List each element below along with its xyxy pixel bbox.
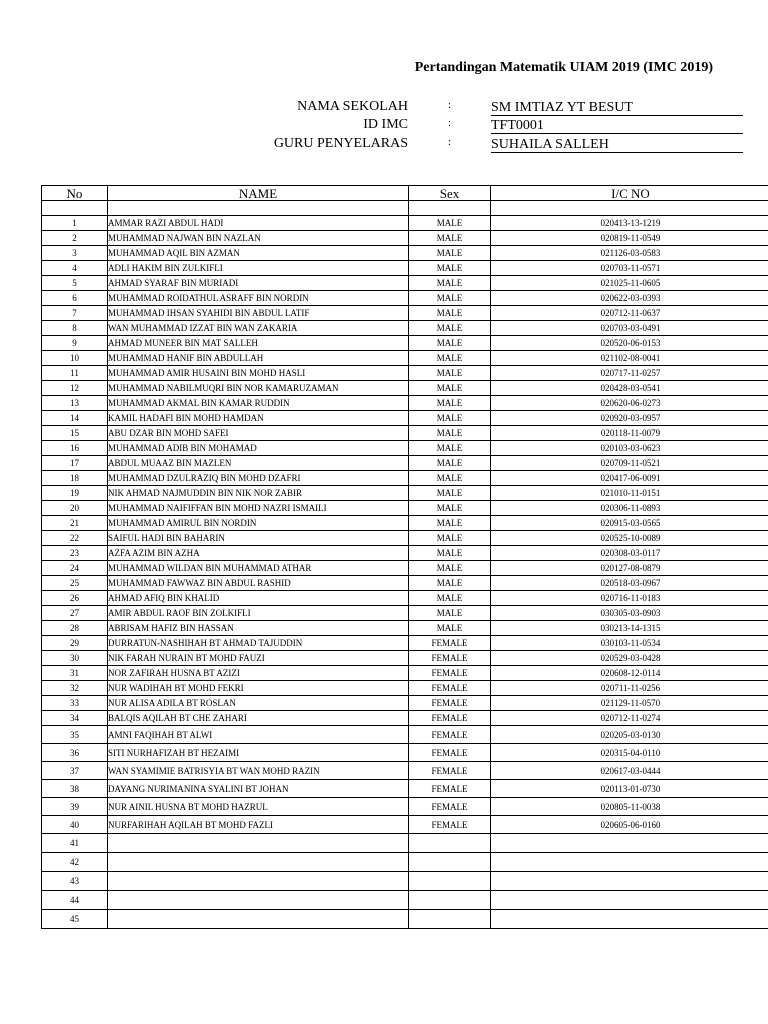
row-name: MUHAMMAD ROIDATHUL ASRAFF BIN NORDIN	[108, 291, 409, 306]
row-ic: 020915-03-0565	[491, 516, 768, 531]
row-number: 40	[42, 816, 108, 834]
row-sex: MALE	[409, 216, 491, 231]
row-number: 19	[42, 486, 108, 501]
row-number: 5	[42, 276, 108, 291]
table-row	[42, 762, 768, 780]
row-ic: 020520-06-0153	[491, 336, 768, 351]
row-number: 35	[42, 726, 108, 744]
row-ic: 020205-03-0130	[491, 726, 768, 744]
row-ic: 020717-11-0257	[491, 366, 768, 381]
row-name: ABRISAM HAFIZ BIN HASSAN	[108, 621, 409, 636]
row-name: WAN MUHAMMAD IZZAT BIN WAN ZAKARIA	[108, 321, 409, 336]
row-ic: 020712-11-0274	[491, 711, 768, 726]
table-row	[42, 411, 768, 426]
row-sex	[409, 872, 491, 891]
row-name: MUHAMMAD NAIFIFFAN BIN MOHD NAZRI ISMAILI	[108, 501, 409, 516]
row-number: 20	[42, 501, 108, 516]
header-no: No	[42, 186, 108, 201]
row-ic	[491, 834, 768, 853]
row-sex: FEMALE	[409, 744, 491, 762]
row-sex: MALE	[409, 456, 491, 471]
row-sex: MALE	[409, 501, 491, 516]
row-sex: MALE	[409, 351, 491, 366]
row-sex: MALE	[409, 426, 491, 441]
row-sex: FEMALE	[409, 780, 491, 798]
row-name: WAN SYAMIMIE BATRISYIA BT WAN MOHD RAZIN	[108, 762, 409, 780]
row-ic: 020308-03-0117	[491, 546, 768, 561]
table-row	[42, 501, 768, 516]
row-name: MUHAMMAD AMIRUL BIN NORDIN	[108, 516, 409, 531]
table-spacer-row	[42, 201, 768, 216]
table-row	[42, 276, 768, 291]
row-sex: MALE	[409, 531, 491, 546]
row-ic: 020709-11-0521	[491, 456, 768, 471]
row-number: 11	[42, 366, 108, 381]
row-name: AMNI FAQIHAH BT ALWI	[108, 726, 409, 744]
row-sex: MALE	[409, 291, 491, 306]
row-number: 10	[42, 351, 108, 366]
row-ic	[491, 891, 768, 910]
row-name: AMMAR RAZI ABDUL HADI	[108, 216, 409, 231]
row-name: BALQIS AQILAH BT CHE ZAHARI	[108, 711, 409, 726]
row-name: KAMIL HADAFI BIN MOHD HAMDAN	[108, 411, 409, 426]
row-ic: 020805-11-0038	[491, 798, 768, 816]
row-name: NOR ZAFIRAH HUSNA BT AZIZI	[108, 666, 409, 681]
id-value: TFT0001	[491, 117, 743, 134]
row-sex: FEMALE	[409, 696, 491, 711]
row-number: 32	[42, 681, 108, 696]
row-ic	[491, 872, 768, 891]
row-name: DAYANG NURIMANINA SYALINI BT JOHAN	[108, 780, 409, 798]
table-row	[42, 872, 768, 891]
row-sex	[409, 891, 491, 910]
row-number: 2	[42, 231, 108, 246]
row-ic: 020113-01-0730	[491, 780, 768, 798]
row-number: 9	[42, 336, 108, 351]
table-row	[42, 591, 768, 606]
row-ic: 021129-11-0570	[491, 696, 768, 711]
row-sex: MALE	[409, 336, 491, 351]
row-ic: 020127-08-0879	[491, 561, 768, 576]
row-number: 14	[42, 411, 108, 426]
table-row	[42, 456, 768, 471]
table-row	[42, 798, 768, 816]
row-ic: 020712-11-0637	[491, 306, 768, 321]
row-number: 1	[42, 216, 108, 231]
row-number: 33	[42, 696, 108, 711]
row-sex: MALE	[409, 276, 491, 291]
row-sex: MALE	[409, 591, 491, 606]
row-sex: MALE	[409, 321, 491, 336]
row-number: 34	[42, 711, 108, 726]
row-sex: MALE	[409, 411, 491, 426]
row-name: NUR WADIHAH BT MOHD FEKRI	[108, 681, 409, 696]
table-row	[42, 621, 768, 636]
row-number: 39	[42, 798, 108, 816]
school-label: NAMA SEKOLAH	[297, 99, 408, 114]
row-number: 17	[42, 456, 108, 471]
row-number: 7	[42, 306, 108, 321]
row-sex: MALE	[409, 546, 491, 561]
table-row	[42, 561, 768, 576]
row-number: 30	[42, 651, 108, 666]
row-sex: MALE	[409, 366, 491, 381]
row-number: 41	[42, 834, 108, 853]
row-sex: FEMALE	[409, 636, 491, 651]
row-ic: 021102-08-0041	[491, 351, 768, 366]
row-ic: 020711-11-0256	[491, 681, 768, 696]
row-sex	[409, 910, 491, 929]
row-name: MUHAMMAD WILDAN BIN MUHAMMAD ATHAR	[108, 561, 409, 576]
row-number: 31	[42, 666, 108, 681]
row-sex	[409, 834, 491, 853]
row-ic: 020529-03-0428	[491, 651, 768, 666]
row-number: 15	[42, 426, 108, 441]
table-row	[42, 306, 768, 321]
row-ic: 020417-06-0091	[491, 471, 768, 486]
table-row	[42, 426, 768, 441]
header-row-teacher	[0, 136, 768, 154]
row-number: 44	[42, 891, 108, 910]
row-number: 27	[42, 606, 108, 621]
teacher-value: SUHAILA SALLEH	[491, 136, 743, 153]
row-name: MUHAMMAD AKMAL BIN KAMAR RUDDIN	[108, 396, 409, 411]
table-row	[42, 681, 768, 696]
table-body	[42, 201, 768, 929]
row-sex: FEMALE	[409, 651, 491, 666]
row-name: NIK FARAH NURAIN BT MOHD FAUZI	[108, 651, 409, 666]
table-row	[42, 396, 768, 411]
table-row	[42, 321, 768, 336]
row-number: 8	[42, 321, 108, 336]
row-sex: MALE	[409, 261, 491, 276]
row-sex: FEMALE	[409, 711, 491, 726]
table-row	[42, 853, 768, 872]
row-name	[108, 853, 409, 872]
row-ic	[491, 853, 768, 872]
row-ic: 020819-11-0549	[491, 231, 768, 246]
row-name: MUHAMMAD AQIL BIN AZMAN	[108, 246, 409, 261]
row-name: ABU DZAR BIN MOHD SAFEI	[108, 426, 409, 441]
row-name	[108, 872, 409, 891]
row-name: NUR AINIL HUSNA BT MOHD HAZRUL	[108, 798, 409, 816]
header-row-school	[0, 99, 768, 117]
row-sex: FEMALE	[409, 726, 491, 744]
row-name: SAIFUL HADI BIN BAHARIN	[108, 531, 409, 546]
row-name	[108, 834, 409, 853]
row-number: 42	[42, 853, 108, 872]
header-sex: Sex	[409, 186, 491, 201]
row-ic: 020620-06-0273	[491, 396, 768, 411]
table-row	[42, 381, 768, 396]
table-row	[42, 666, 768, 681]
row-number: 16	[42, 441, 108, 456]
row-sex: FEMALE	[409, 681, 491, 696]
row-ic: 020703-11-0571	[491, 261, 768, 276]
row-ic: 020413-13-1219	[491, 216, 768, 231]
row-sex: MALE	[409, 606, 491, 621]
row-name: DURRATUN-NASHIHAH BT AHMAD TAJUDDIN	[108, 636, 409, 651]
teacher-colon: :	[448, 136, 452, 148]
header-row-id	[0, 117, 768, 135]
row-sex: MALE	[409, 471, 491, 486]
row-sex: FEMALE	[409, 816, 491, 834]
row-ic: 020608-12-0114	[491, 666, 768, 681]
table-row	[42, 441, 768, 456]
row-sex: MALE	[409, 576, 491, 591]
row-name: ABDUL MUAAZ BIN MAZLEN	[108, 456, 409, 471]
row-name: NURFARIHAH AQILAH BT MOHD FAZLI	[108, 816, 409, 834]
row-number: 24	[42, 561, 108, 576]
table-row	[42, 291, 768, 306]
table-row	[42, 261, 768, 276]
row-ic	[491, 910, 768, 929]
row-number: 36	[42, 744, 108, 762]
row-number: 6	[42, 291, 108, 306]
row-ic: 020622-03-0393	[491, 291, 768, 306]
row-ic: 020306-11-0893	[491, 501, 768, 516]
table-row	[42, 816, 768, 834]
row-sex: FEMALE	[409, 762, 491, 780]
row-ic: 021010-11-0151	[491, 486, 768, 501]
school-colon: :	[448, 99, 452, 111]
row-number: 13	[42, 396, 108, 411]
row-name: SITI NURHAFIZAH BT HEZAIMI	[108, 744, 409, 762]
table-row	[42, 216, 768, 231]
row-name: ADLI HAKIM BIN ZULKIFLI	[108, 261, 409, 276]
row-name: MUHAMMAD NAJWAN BIN NAZLAN	[108, 231, 409, 246]
row-name: AHMAD MUNEER BIN MAT SALLEH	[108, 336, 409, 351]
table-row	[42, 606, 768, 621]
row-name	[108, 891, 409, 910]
row-ic: 020617-03-0444	[491, 762, 768, 780]
row-number: 12	[42, 381, 108, 396]
row-number: 22	[42, 531, 108, 546]
row-sex: MALE	[409, 246, 491, 261]
row-name	[108, 910, 409, 929]
row-name: NUR ALISA ADILA BT ROSLAN	[108, 696, 409, 711]
row-number: 25	[42, 576, 108, 591]
school-value: SM IMTIAZ YT BESUT	[491, 99, 743, 116]
row-number: 3	[42, 246, 108, 261]
row-number: 37	[42, 762, 108, 780]
row-ic: 020118-11-0079	[491, 426, 768, 441]
table-row	[42, 471, 768, 486]
row-name: MUHAMMAD HANIF BIN ABDULLAH	[108, 351, 409, 366]
row-name: MUHAMMAD NABILMUQRI BIN NOR KAMARUZAMAN	[108, 381, 409, 396]
row-name: AHMAD SYARAF BIN MURIADI	[108, 276, 409, 291]
table-row	[42, 231, 768, 246]
table-row	[42, 531, 768, 546]
row-name: MUHAMMAD DZULRAZIQ BIN MOHD DZAFRI	[108, 471, 409, 486]
row-number: 4	[42, 261, 108, 276]
participant-table	[41, 185, 768, 929]
row-sex: FEMALE	[409, 666, 491, 681]
row-ic: 020920-03-0957	[491, 411, 768, 426]
table-row	[42, 711, 768, 726]
table-row	[42, 486, 768, 501]
table-row	[42, 726, 768, 744]
row-name: AMIR ABDUL RAOF BIN ZOLKIFLI	[108, 606, 409, 621]
teacher-label: GURU PENYELARAS	[273, 136, 408, 151]
row-name: MUHAMMAD ADIB BIN MOHAMAD	[108, 441, 409, 456]
row-ic: 020103-03-0623	[491, 441, 768, 456]
row-sex: MALE	[409, 381, 491, 396]
row-number: 26	[42, 591, 108, 606]
table-row	[42, 366, 768, 381]
table-header-row	[42, 186, 768, 201]
header-ic: I/C NO	[491, 186, 768, 201]
row-ic: 020605-06-0160	[491, 816, 768, 834]
row-name: AZFA AZIM BIN AZHA	[108, 546, 409, 561]
row-number: 18	[42, 471, 108, 486]
row-sex: MALE	[409, 486, 491, 501]
table-row	[42, 834, 768, 853]
row-name: NIK AHMAD NAJMUDDIN BIN NIK NOR ZABIR	[108, 486, 409, 501]
table-row	[42, 546, 768, 561]
table-row	[42, 516, 768, 531]
row-sex: MALE	[409, 231, 491, 246]
row-ic: 030103-11-0534	[491, 636, 768, 651]
row-ic: 020716-11-0183	[491, 591, 768, 606]
row-ic: 021025-11-0605	[491, 276, 768, 291]
row-number: 23	[42, 546, 108, 561]
row-ic: 021126-03-0583	[491, 246, 768, 261]
row-number: 28	[42, 621, 108, 636]
table-row	[42, 336, 768, 351]
row-ic: 020525-10-0089	[491, 531, 768, 546]
row-ic: 020428-03-0541	[491, 381, 768, 396]
row-sex: MALE	[409, 516, 491, 531]
table-row	[42, 891, 768, 910]
id-colon: :	[448, 117, 452, 129]
row-number: 29	[42, 636, 108, 651]
row-sex: FEMALE	[409, 798, 491, 816]
row-name: MUHAMMAD AMIR HUSAINI BIN MOHD HASLI	[108, 366, 409, 381]
table-row	[42, 696, 768, 711]
table-row	[42, 351, 768, 366]
row-sex: MALE	[409, 561, 491, 576]
table-row	[42, 780, 768, 798]
row-sex	[409, 853, 491, 872]
table-row	[42, 246, 768, 261]
row-sex: MALE	[409, 396, 491, 411]
row-sex: MALE	[409, 306, 491, 321]
row-number: 21	[42, 516, 108, 531]
id-label: ID IMC	[363, 117, 408, 132]
table-row	[42, 910, 768, 929]
row-number: 45	[42, 910, 108, 929]
row-ic: 030213-14-1315	[491, 621, 768, 636]
row-number: 43	[42, 872, 108, 891]
table-row	[42, 576, 768, 591]
row-name: MUHAMMAD IHSAN SYAHIDI BIN ABDUL LATIF	[108, 306, 409, 321]
table-row	[42, 636, 768, 651]
row-name: AHMAD AFIQ BIN KHALID	[108, 591, 409, 606]
header-name: NAME	[108, 186, 409, 201]
row-sex: MALE	[409, 621, 491, 636]
row-number: 38	[42, 780, 108, 798]
row-sex: MALE	[409, 441, 491, 456]
row-name: MUHAMMAD FAWWAZ BIN ABDUL RASHID	[108, 576, 409, 591]
row-ic: 020315-04-0110	[491, 744, 768, 762]
document-title: Pertandingan Matematik UIAM 2019 (IMC 2019)	[414, 60, 713, 75]
table-row	[42, 744, 768, 762]
table-row	[42, 651, 768, 666]
row-ic: 020703-03-0491	[491, 321, 768, 336]
row-ic: 020518-03-0967	[491, 576, 768, 591]
row-ic: 030305-03-0903	[491, 606, 768, 621]
